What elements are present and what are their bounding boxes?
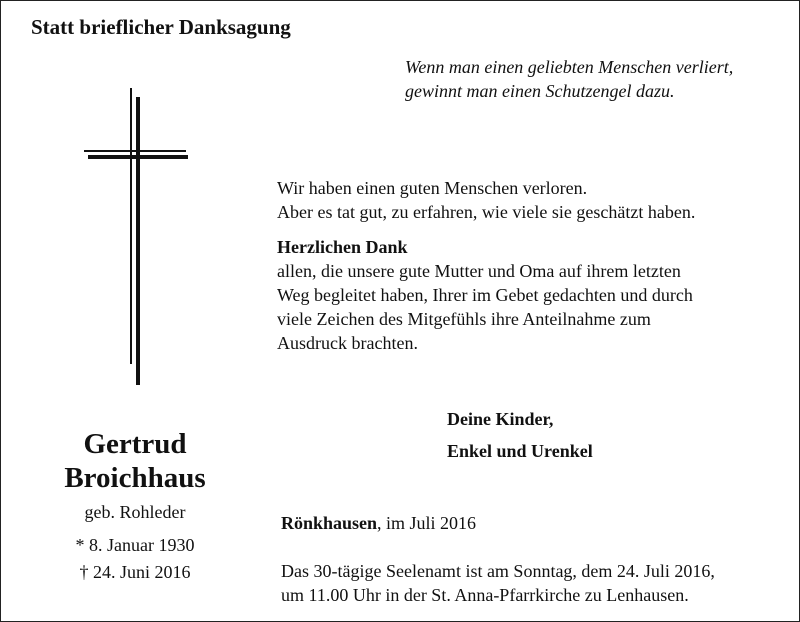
message-line-2: Aber es tat gut, zu erfahren, wie viele sie geschätzt haben.	[277, 202, 696, 222]
requiem-line-2: um 11.00 Uhr in der St. Anna-Pfarrkirche zu Lenhausen.	[281, 585, 689, 605]
quote-line-2: gewinnt man einen Schutzengel dazu.	[405, 81, 675, 101]
message-line-1: Wir haben einen guten Menschen verloren.	[277, 178, 588, 198]
signature	[447, 403, 593, 467]
requiem-notice	[281, 559, 715, 607]
thanks-line: viele Zeichen des Mitgefühls ihre Anteilnahme zum	[277, 309, 651, 329]
birth-date: * 8. Januar 1930	[75, 535, 195, 555]
maiden-name: geb. Rohleder	[84, 502, 186, 522]
place: Rönkhausen	[281, 513, 378, 533]
thanks-block	[277, 235, 693, 355]
heading: Statt brieflicher Danksagung	[31, 15, 291, 39]
message	[277, 176, 695, 224]
signature-line-2: Enkel und Urenkel	[447, 441, 593, 461]
death-date: † 24. Juni 2016	[79, 562, 191, 582]
thanks-line: Ausdruck brachten.	[277, 333, 418, 353]
cross-icon	[79, 85, 199, 387]
quote-line-1: Wenn man einen geliebten Menschen verliert,	[405, 57, 734, 77]
place-date	[281, 513, 476, 534]
thanks-line: allen, die unsere gute Mutter und Oma auf ihrem letzten	[277, 261, 681, 281]
deceased-first-name: Gertrud	[83, 428, 187, 460]
deceased-last-name: Broichhaus	[64, 462, 206, 494]
date: , im Juli 2016	[377, 513, 477, 533]
thanks-title: Herzlichen Dank	[277, 237, 408, 257]
deceased-name	[15, 427, 255, 495]
requiem-line-1: Das 30-tägige Seelenamt ist am Sonntag, dem 24. Juli 2016,	[281, 561, 715, 581]
quote	[405, 55, 733, 103]
signature-line-1: Deine Kinder,	[447, 409, 554, 429]
thanks-line: Weg begleitet haben, Ihrer im Gebet gedachten und durch	[277, 285, 693, 305]
deceased-details	[15, 499, 255, 586]
